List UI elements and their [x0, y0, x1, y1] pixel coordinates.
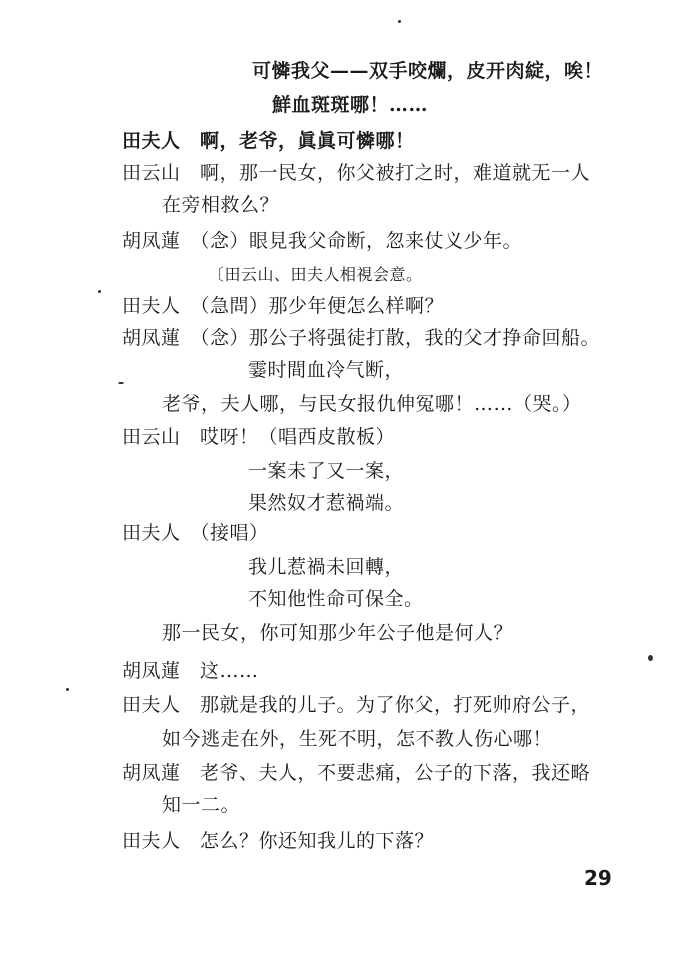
dialogue-line: 胡凤蓮 老爷、夫人，不要悲痛，公子的下落，我还略 — [122, 762, 591, 784]
dialogue-line: 胡凤蓮 （念）眼見我父命断，忽来仗义少年。 — [122, 230, 523, 252]
verse-line: 果然奴才惹禍端。 — [248, 492, 405, 514]
dialogue-continuation: 在旁相救么？ — [162, 194, 280, 216]
verse-line: 霎时間血冷气断， — [248, 359, 405, 381]
dialogue-continuation: 老爷，夫人哪，与民女报仇伸冤哪！……（哭。） — [162, 393, 582, 415]
dialogue-line: 胡凤蓮 这…… — [122, 660, 259, 682]
dialogue-line: 田夫人 （接唱） — [122, 522, 269, 544]
dialogue-line: 田夫人 那就是我的儿子。为了你父，打死帅府公子， — [122, 694, 591, 716]
scan-speck — [118, 382, 124, 384]
dialogue-line: 田夫人 啊，老爷，眞眞可憐哪！ — [122, 130, 415, 152]
dialogue-line: 胡凤蓮 （念）那公子将强徒打散，我的父才挣命回船。 — [122, 327, 601, 349]
page-number: 29 — [584, 866, 612, 890]
dialogue-continuation: 知一二。 — [162, 794, 241, 816]
scan-speck — [66, 688, 69, 691]
dialogue-line: 田夫人 怎么？你还知我儿的下落？ — [122, 830, 435, 852]
dialogue-continuation: 如今逃走在外，生死不明，怎不教人伤心哪！ — [162, 728, 553, 750]
dialogue-line: 田夫人 （急問）那少年便怎么样啊？ — [122, 295, 445, 317]
stage-direction: 〔田云山、田夫人相視会意。 — [208, 265, 423, 284]
dialogue-continuation: 那一民女，你可知那少年公子他是何人？ — [162, 622, 514, 644]
scan-speck — [648, 655, 653, 661]
verse-line: 不知他性命可保全。 — [248, 588, 424, 610]
dialogue-line: 田云山 啊，那一民女，你父被打之时，难道就无一人 — [122, 162, 591, 184]
verse-line: 鮮血斑斑哪！…… — [272, 94, 429, 116]
verse-line: 我儿惹禍未回轉， — [248, 556, 405, 578]
scan-speck — [98, 290, 101, 293]
verse-line: 一案未了又一案， — [248, 460, 405, 482]
verse-line: 可憐我父——双手咬爛，皮开肉綻，唉！ — [252, 60, 604, 82]
dialogue-line: 田云山 哎呀！（唱西皮散板） — [122, 426, 396, 448]
scan-speck — [398, 20, 401, 23]
